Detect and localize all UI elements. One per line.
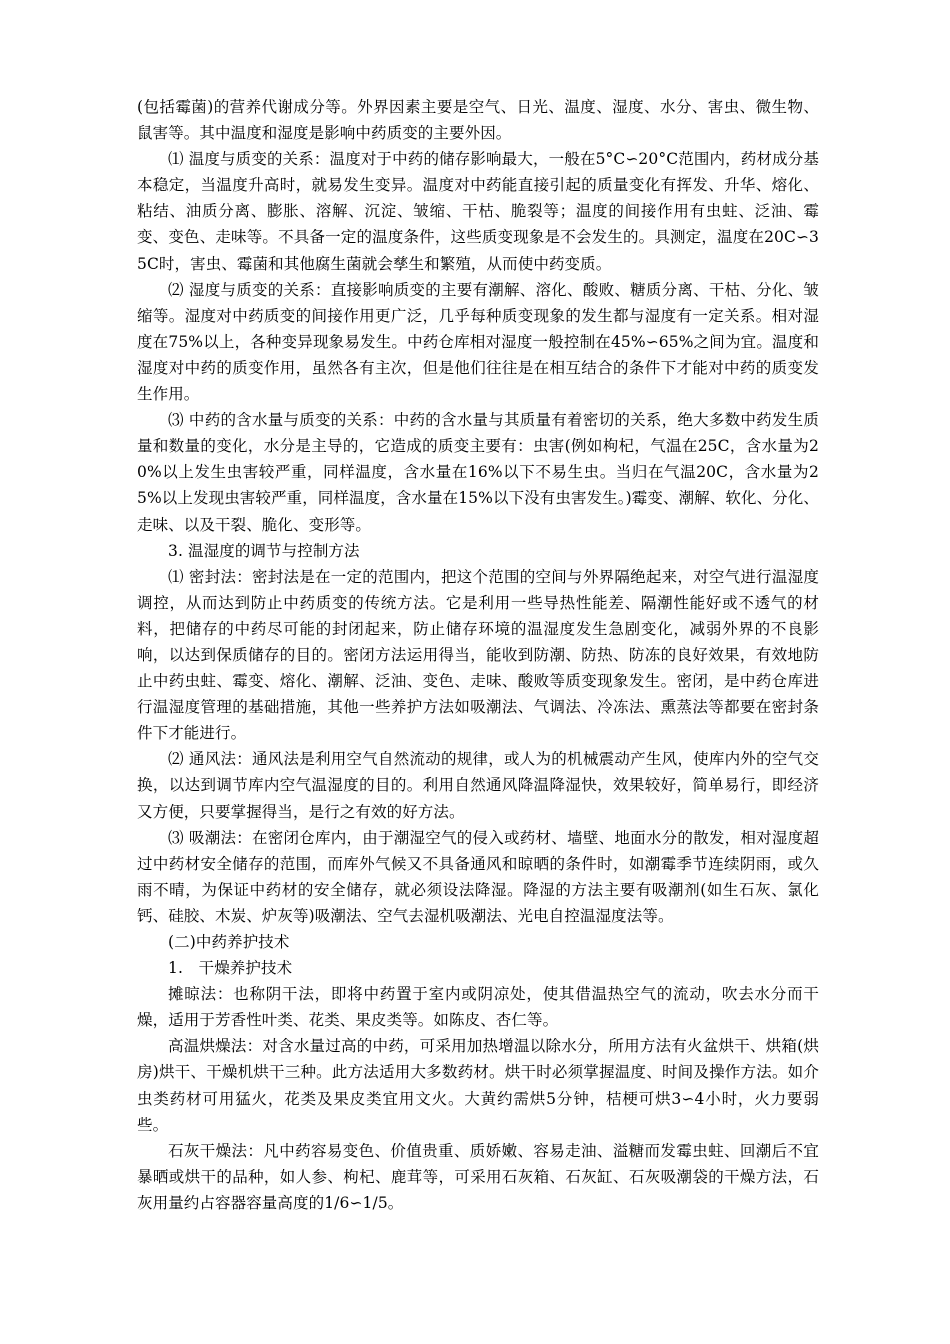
paragraph-intro-continued: (包括霉菌)的营养代谢成分等。外界因素主要是空气、日光、温度、湿度、水分、害虫、微生物、鼠害等。其中温度和湿度是影响中药质变的主要外因。 [137, 98, 819, 143]
document-page [137, 94, 819, 1216]
paragraph-moisture-absorption-method: ⑶ 吸潮法：在密闭仓库内，由于潮湿空气的侵入或药材、墙壁、地面水分的散发，相对湿度超过中药材安全储存的范围，而库外气候又不具备通风和晾晒的条件时，如潮霉季节连续阴雨，或久雨不晴，为保证中药材的安全储存，就必须设法降湿。降湿的方法主要有吸潮剂(如生石灰、氯化钙、硅胶、木炭、炉灰等)吸潮法、空气去湿机吸潮法、光电自控温湿度法等。 [137, 828, 819, 925]
paragraph-sealing-method: ⑴ 密封法：密封法是在一定的范围内，把这个范围的空间与外界隔绝起来，对空气进行温湿度调控，从而达到防止中药质变的传统方法。它是利用一些导热性能差、隔潮性能好或不透气的材料，把储存的中药尽可能的封闭起来，防止储存环境的温湿度发生急剧变化，减弱外界的不良影响，以达到保质储存的目的。密闭方法运用得当，能收到防潮、防热、防冻的良好效果，有效地防止中药虫蛀、霉变、熔化、潮解、泛油、变色、走味、酸败等质变现象发生。密闭，是中药仓库进行温湿度管理的基础措施，其他一些养护方法如吸潮法、气调法、冷冻法、熏蒸法等都要在密封条件下才能进行。 [137, 567, 819, 743]
paragraph-high-temperature-drying: 高温烘燥法：对含水量过高的中药，可采用加热增温以除水分，所用方法有火盆烘干、烘箱(烘房)烘干、干燥机烘干三种。此方法适用大多数药材。烘干时必须掌握温度、时间及操作方法。如介虫类药材可用猛火，花类及果皮类宜用文火。大黄约需烘5分钟，桔梗可烘3∽4小时，火力要弱些。 [137, 1037, 819, 1134]
paragraph-humidity: ⑵ 湿度与质变的关系：直接影响质变的主要有潮解、溶化、酸败、糖质分离、干枯、分化、皱缩等。湿度对中药质变的间接作用更广泛，几乎每种质变现象的发生都与湿度有一定关系。相对湿度在75%以上，各种变异现象易发生。中药仓库相对湿度一般控制在45%∽65%之间为宜。温度和湿度对中药的质变作用，虽然各有主次，但是他们往往是在相互结合的条件下才能对中药的质变发生作用。 [137, 280, 819, 404]
section-heading-control-methods: 3. 温湿度的调节与控制方法 [168, 541, 360, 560]
paragraph-lime-drying: 石灰干燥法：凡中药容易变色、价值贵重、质娇嫩、容易走油、溢糖而发霉虫蛀、回潮后不宜暴晒或烘干的品种，如人参、枸杞、鹿茸等，可采用石灰箱、石灰缸、石灰吸潮袋的干燥方法，石灰用量约占容器容量高度的1/6∽1/5。 [137, 1141, 819, 1212]
paragraph-ventilation-method: ⑵ 通风法：通风法是利用空气自然流动的规律，或人为的机械震动产生风，使库内外的空气交换，以达到调节库内空气温湿度的目的。利用自然通风降温降湿快，效果较好，简单易行，即经济又方便，只要掌握得当，是行之有效的好方法。 [137, 750, 819, 821]
subsection-heading-drying: 1. 干燥养护技术 [168, 959, 293, 978]
section-heading-maintenance-techniques: (二)中药养护技术 [168, 933, 290, 951]
paragraph-temperature: ⑴ 温度与质变的关系：温度对于中药的储存影响最大，一般在5°C∽20°C范围内，药材成分基本稳定，当温度升高时，就易发生变异。温度对中药能直接引起的质量变化有挥发、升华、熔化、粘结、油质分离、膨胀、溶解、沉淀、皱缩、干枯、脆裂等；温度的间接作用有虫蛀、泛油、霉变、变色、走味等。不具备一定的温度条件，这些质变现象是不会发生的。具测定，温度在20C∽35C时，害虫、霉菌和其他腐生菌就会孳生和繁殖，从而使中药变质。 [137, 150, 819, 273]
paragraph-moisture-content: ⑶ 中药的含水量与质变的关系：中药的含水量与其质量有着密切的关系，绝大多数中药发生质量和数量的变化，水分是主导的，它造成的质变主要有：虫害(例如枸杞，气温在25C，含水量为20%以上发生虫害较严重，同样温度，含水量在16%以下不易生虫。当归在气温20C，含水量为25%以上发现虫害较严重，同样温度，含水量在15%以下没有虫害发生。)霉变、潮解、软化、分化、走味、以及干裂、脆化、变形等。 [137, 411, 819, 534]
paragraph-air-drying: 摊晾法：也称阴干法，即将中药置于室内或阴凉处，使其借温热空气的流动，吹去水分而干燥，适用于芳香性叶类、花类、果皮类等。如陈皮、杏仁等。 [137, 985, 819, 1030]
